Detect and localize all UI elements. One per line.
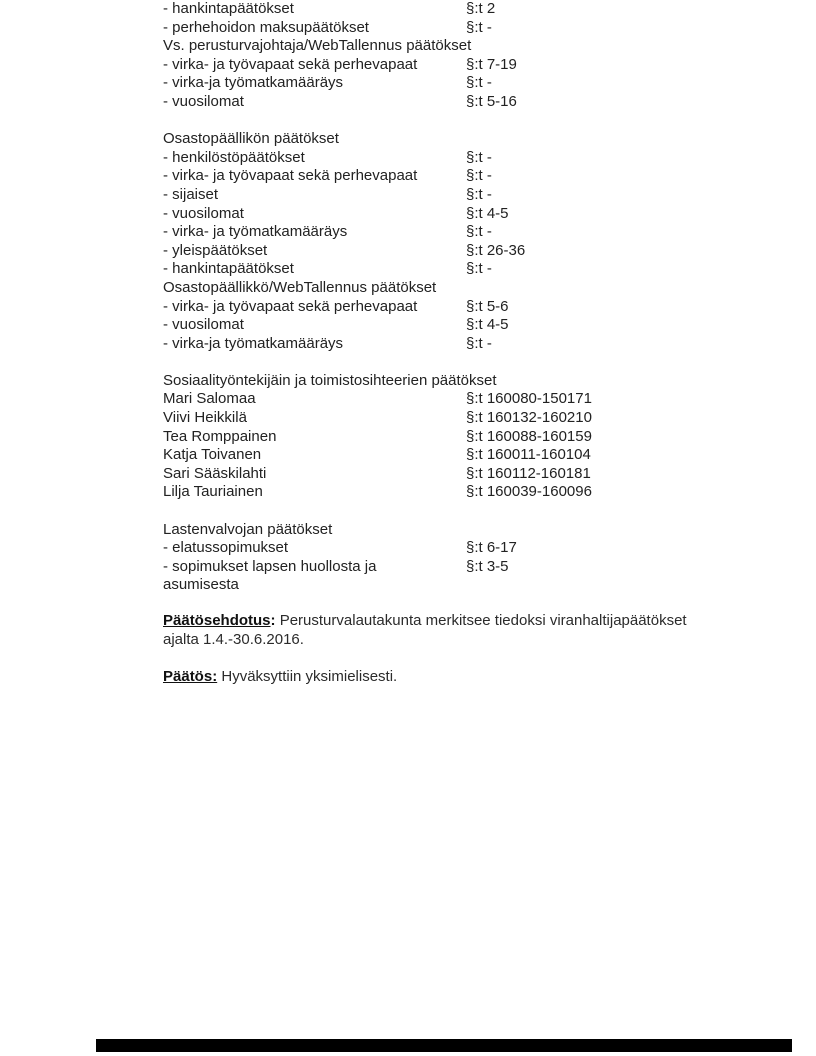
- section-numbers: §:t 160132-160210: [466, 409, 592, 427]
- section-sosiaalityontekijat: [163, 372, 788, 502]
- proposal-lead-colon: :: [270, 612, 276, 629]
- section-numbers: §:t 6-17: [466, 539, 517, 557]
- document-line: [163, 483, 788, 502]
- line-text: - vuosilomat: [163, 92, 244, 110]
- document-line: [163, 335, 788, 354]
- document-line: [163, 428, 788, 447]
- section-lastenvalvoja: [163, 521, 788, 595]
- document-line: [163, 539, 788, 558]
- line-text: Osastopäällikön päätökset: [163, 130, 339, 148]
- decision-lead-label: Päätös:: [163, 668, 218, 685]
- document-line: [163, 576, 788, 595]
- line-text: - virka- ja työvapaat sekä perhevapaat: [163, 167, 418, 185]
- line-text: - virka-ja työmatkamääräys: [163, 74, 344, 92]
- section-numbers: §:t -: [466, 334, 492, 352]
- section-numbers: §:t 160112-160181: [466, 464, 591, 482]
- section-numbers: §:t -: [466, 223, 492, 241]
- document-line: [163, 130, 788, 149]
- document-line: [163, 167, 788, 186]
- line-text: asumisesta: [163, 576, 239, 594]
- decision-paragraph: [163, 668, 798, 687]
- section-numbers: §:t -: [466, 167, 492, 185]
- document-line: [163, 409, 788, 428]
- proposal-text-line1: Perusturvalautakunta merkitsee tiedoksi viranhaltijapäätökset: [275, 612, 687, 629]
- section-osastopaallikko: [163, 130, 788, 353]
- document-line: [163, 558, 788, 577]
- line-text: Sari Sääskilahti: [163, 464, 267, 482]
- section-numbers: §:t 4-5: [466, 204, 509, 222]
- document-line: [163, 260, 788, 279]
- line-text: - sijaiset: [163, 185, 219, 203]
- line-text: - sopimukset lapsen huollosta ja: [163, 557, 377, 575]
- section-numbers: §:t -: [466, 18, 492, 36]
- section-numbers: §:t 2: [466, 0, 496, 17]
- section-numbers: §:t -: [466, 260, 492, 278]
- line-text: Sosiaalityöntekijäin ja toimistosihteerien päätökset: [163, 371, 497, 389]
- proposal-text-line2: ajalta 1.4.-30.6.2016.: [163, 630, 304, 648]
- line-text: Katja Toivanen: [163, 446, 262, 464]
- line-text: Viivi Heikkilä: [163, 409, 247, 427]
- line-text: - elatussopimukset: [163, 539, 289, 557]
- line-text: - virka- ja työvapaat sekä perhevapaat: [163, 55, 418, 73]
- section-numbers: §:t 160039-160096: [466, 483, 592, 501]
- line-text: - yleispäätökset: [163, 241, 268, 259]
- proposal-paragraph: [163, 612, 798, 649]
- section-numbers: §:t -: [466, 148, 492, 166]
- document-line: [163, 37, 788, 56]
- line-text: - hankintapäätökset: [163, 260, 294, 278]
- section-numbers: §:t 26-36: [466, 241, 526, 259]
- section-numbers: §:t -: [466, 74, 492, 92]
- section-numbers: §:t 5-6: [466, 297, 509, 315]
- line-text: Tea Romppainen: [163, 427, 277, 445]
- document-line: [163, 242, 788, 261]
- decision-text: Hyväksyttiin yksimielisesti.: [217, 668, 398, 685]
- document-line: [163, 316, 788, 335]
- document-line: [163, 372, 788, 391]
- document-line: [163, 56, 788, 75]
- document-line: [163, 390, 788, 409]
- line-text: - virka-ja työmatkamääräys: [163, 334, 344, 352]
- document-line: [163, 279, 788, 298]
- line-text: - perhehoidon maksupäätökset: [163, 18, 369, 36]
- document-line: [163, 149, 788, 168]
- section-numbers: §:t 160011-160104: [466, 446, 591, 464]
- line-text: - vuosilomat: [163, 316, 244, 334]
- bottom-black-bar: [96, 1039, 792, 1052]
- section-numbers: §:t 160080-150171: [466, 390, 592, 408]
- line-text: - virka- ja työvapaat sekä perhevapaat: [163, 297, 418, 315]
- document-line: [163, 446, 788, 465]
- document-line: [163, 205, 788, 224]
- line-text: Lilja Tauriainen: [163, 483, 263, 501]
- line-text: - henkilöstöpäätökset: [163, 148, 305, 166]
- section-numbers: §:t 4-5: [466, 316, 509, 334]
- document-line: [163, 298, 788, 317]
- line-text: Lastenvalvojan päätökset: [163, 520, 333, 538]
- line-text: Osastopäällikkö/WebTallennus päätökset: [163, 278, 437, 296]
- document-line: [163, 19, 788, 38]
- line-text: - vuosilomat: [163, 204, 244, 222]
- document-line: [163, 186, 788, 205]
- document-line: [163, 223, 788, 242]
- document-line: [163, 465, 788, 484]
- document-line: [163, 521, 788, 540]
- section-numbers: §:t 5-16: [466, 92, 517, 110]
- line-text: - hankintapäätökset: [163, 0, 294, 17]
- line-text: Mari Salomaa: [163, 390, 256, 408]
- document-line: [163, 74, 788, 93]
- document-line: [163, 0, 788, 19]
- section-numbers: §:t 160088-160159: [466, 427, 592, 445]
- line-text: Vs. perusturvajohtaja/WebTallennus päätökset: [163, 37, 472, 55]
- section-numbers: §:t 3-5: [466, 557, 509, 575]
- section-numbers: §:t 7-19: [466, 55, 517, 73]
- line-text: - virka- ja työmatkamääräys: [163, 223, 348, 241]
- proposal-lead-label: Päätösehdotus: [163, 612, 271, 629]
- decision-list: [163, 0, 788, 614]
- section-vs-perusturvajohtaja: [163, 0, 788, 112]
- document-line: [163, 93, 788, 112]
- section-numbers: §:t -: [466, 185, 492, 203]
